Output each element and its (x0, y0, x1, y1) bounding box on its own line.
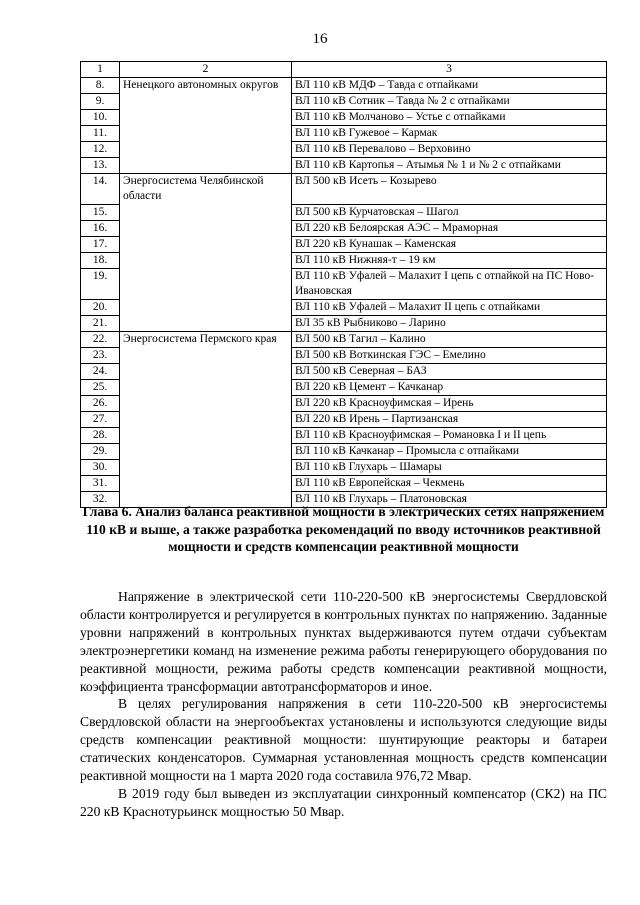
region-cell (120, 411, 292, 427)
row-number: 28. (81, 427, 120, 443)
power-line-name: ВЛ 500 кВ Северная – БАЗ (292, 363, 607, 379)
power-line-name: ВЛ 220 кВ Кунашак – Каменская (292, 236, 607, 252)
table-row (81, 158, 607, 174)
row-number: 22. (81, 331, 120, 347)
region-name: Энергосистема Пермского края (120, 331, 292, 347)
table-row (81, 395, 607, 411)
column-header: 2 (120, 62, 292, 78)
table-row (81, 443, 607, 459)
row-number: 12. (81, 142, 120, 158)
paragraph: Напряжение в электрической сети 110-220-500 кВ энергосистемы Свердловской области контролируется и регулируется в контрольных пунктах по напряжению. Заданные уровни напряжений в контрольных пунктах выдерживаются путем отдачи субъектам электроэнергетики команд на изменение режима работы генерирующего оборудования по реактивной мощности, режима работы средств компенсации реактивной мощности, коэффициента трансформации автотрансформаторов и иное. (80, 589, 607, 694)
column-header: 3 (292, 62, 607, 78)
power-line-name: ВЛ 110 кВ Сотник – Тавда № 2 с отпайками (292, 94, 607, 110)
paragraph: В 2019 году был выведен из эксплуатации синхронный компенсатор (СК2) на ПС 220 кВ Краснотурьинск мощностью 50 Мвар. (80, 785, 607, 819)
row-number: 18. (81, 252, 120, 268)
power-line-name: ВЛ 110 кВ Качканар – Промысла с отпайками (292, 443, 607, 459)
row-number: 8. (81, 78, 120, 94)
power-line-name: ВЛ 110 кВ Нижняя-т – 19 км (292, 252, 607, 268)
region-cell (120, 236, 292, 252)
row-number: 32. (81, 491, 120, 507)
table-row (81, 268, 607, 299)
table-row (81, 475, 607, 491)
table-row (81, 315, 607, 331)
table-row (81, 174, 607, 205)
power-line-name: ВЛ 110 кВ Глухарь – Платоновская (292, 491, 607, 507)
power-line-name: ВЛ 110 кВ Картопья – Атымья № 1 и № 2 с отпайками (292, 158, 607, 174)
row-number: 21. (81, 315, 120, 331)
region-cell (120, 427, 292, 443)
row-number: 25. (81, 379, 120, 395)
power-line-name: ВЛ 220 кВ Белоярская АЭС – Мраморная (292, 220, 607, 236)
table-row (81, 142, 607, 158)
region-cell (120, 142, 292, 158)
table-row (81, 220, 607, 236)
power-line-name: ВЛ 500 кВ Исеть – Козырево (292, 174, 607, 205)
table-row (81, 347, 607, 363)
power-line-name: ВЛ 220 кВ Цемент – Качканар (292, 379, 607, 395)
table-row (81, 252, 607, 268)
row-number: 27. (81, 411, 120, 427)
paragraph: В целях регулирования напряжения в сети 110-220-500 кВ энергосистемы Свердловской области на энергообъектах установлены и используются следующие виды средств компенсации реактивной мощности: шунтирующие реакторы и батареи статических конденсаторов. Суммарная установленная мощность средств компенсации реактивной мощности на 1 марта 2020 года составила 976,72 Мвар. (80, 696, 607, 784)
row-number: 14. (81, 174, 120, 205)
row-number: 16. (81, 220, 120, 236)
power-line-name: ВЛ 110 кВ Европейская – Чекмень (292, 475, 607, 491)
row-number: 26. (81, 395, 120, 411)
table-row (81, 236, 607, 252)
body-text (80, 588, 607, 821)
region-cell (120, 299, 292, 315)
table-row (81, 331, 607, 347)
region-cell (120, 252, 292, 268)
power-line-name: ВЛ 220 кВ Ирень – Партизанская (292, 411, 607, 427)
region-name: Энергосистема Челябинской области (120, 174, 292, 205)
power-line-name: ВЛ 500 кВ Воткинская ГЭС – Емелино (292, 347, 607, 363)
region-cell (120, 395, 292, 411)
row-number: 13. (81, 158, 120, 174)
table-row (81, 110, 607, 126)
row-number: 17. (81, 236, 120, 252)
region-cell (120, 363, 292, 379)
region-cell (120, 443, 292, 459)
table-row (81, 94, 607, 110)
row-number: 31. (81, 475, 120, 491)
region-cell (120, 379, 292, 395)
region-cell (120, 94, 292, 110)
row-number: 29. (81, 443, 120, 459)
row-number: 20. (81, 299, 120, 315)
region-cell (120, 268, 292, 299)
row-number: 24. (81, 363, 120, 379)
row-number: 23. (81, 347, 120, 363)
row-number: 11. (81, 126, 120, 142)
row-number: 10. (81, 110, 120, 126)
row-number: 9. (81, 94, 120, 110)
table-row (81, 363, 607, 379)
region-cell (120, 158, 292, 174)
table-row (81, 411, 607, 427)
power-line-name: ВЛ 110 кВ Глухарь – Шамары (292, 459, 607, 475)
table-row (81, 379, 607, 395)
power-line-name: ВЛ 220 кВ Красноуфимская – Ирень (292, 395, 607, 411)
region-name: Ненецкого автономных округов (120, 78, 292, 94)
region-cell (120, 315, 292, 331)
region-cell (120, 475, 292, 491)
region-cell (120, 220, 292, 236)
column-header: 1 (81, 62, 120, 78)
table-row (81, 427, 607, 443)
region-cell (120, 126, 292, 142)
table-row (81, 459, 607, 475)
row-number: 15. (81, 204, 120, 220)
power-line-name: ВЛ 110 кВ Красноуфимская – Романовка I и II цепь (292, 427, 607, 443)
table-row (81, 126, 607, 142)
power-line-name: ВЛ 110 кВ Уфалей – Малахит I цепь с отпайкой на ПС Ново-Ивановская (292, 268, 607, 299)
region-cell (120, 347, 292, 363)
table-row (81, 78, 607, 94)
table-row (81, 299, 607, 315)
table-header-row (81, 62, 607, 78)
power-line-name: ВЛ 500 кВ Тагил – Калино (292, 331, 607, 347)
table-row (81, 204, 607, 220)
power-line-name: ВЛ 110 кВ Уфалей – Малахит II цепь с отпайками (292, 299, 607, 315)
region-cell (120, 110, 292, 126)
row-number: 30. (81, 459, 120, 475)
power-line-name: ВЛ 110 кВ Молчаново – Устье с отпайками (292, 110, 607, 126)
page-number: 16 (312, 31, 328, 47)
power-line-name: ВЛ 110 кВ Гужевое – Кармак (292, 126, 607, 142)
power-lines-table (80, 61, 607, 508)
power-line-name: ВЛ 110 кВ МДФ – Тавда с отпайками (292, 78, 607, 94)
region-cell (120, 459, 292, 475)
chapter-title: Глава 6. Анализ баланса реактивной мощности в электрических сетях напряжением 110 кВ и выше, а также разработка рекомендаций по вводу источников реактивной мощности и средств компенсации реактивной мощности (82, 504, 605, 554)
power-line-name: ВЛ 500 кВ Курчатовская – Шагол (292, 204, 607, 220)
power-line-name: ВЛ 35 кВ Рыбниково – Ларино (292, 315, 607, 331)
power-line-name: ВЛ 110 кВ Перевалово – Верховино (292, 142, 607, 158)
region-cell (120, 204, 292, 220)
row-number: 19. (81, 268, 120, 299)
